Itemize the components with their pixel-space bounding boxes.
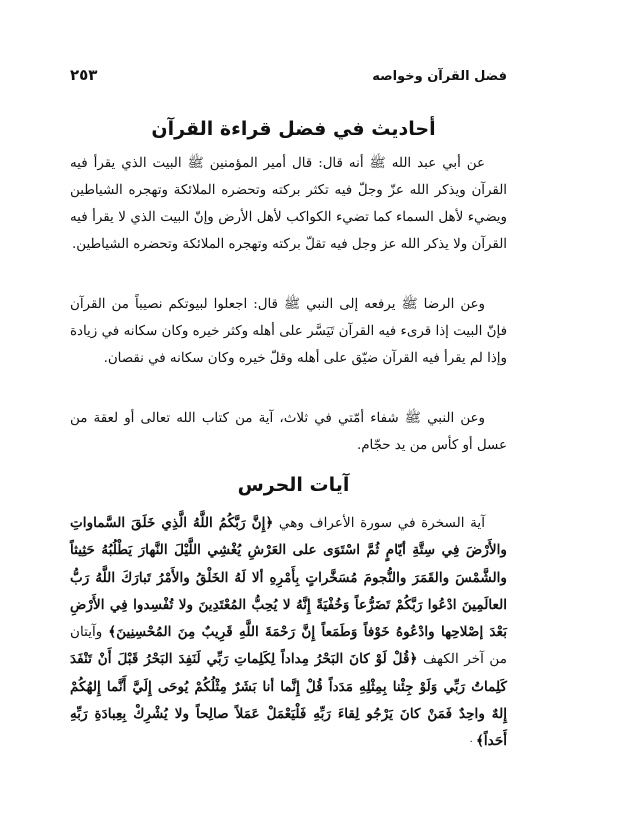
page-header (70, 66, 507, 84)
running-title: فضل القرآن وخواصه (372, 69, 507, 84)
section-title-verses: آيات الحرس (237, 474, 350, 496)
hadith-paragraph-1: عن أبي عبد الله ﷺ أنه قال: قال أمير المؤمنين ﷺ البيت الذي يقرأ فيه القرآن ويذكر الله عزّ وجلّ فيه تكثر بركته وتحضره الملائكة وتهجره الشياطين ويضيء لأهل السماء كما تضيء الكواكب لأهل الأرض وإنّ البيت الذي لا يقرأ فيه القرآن ولا يذكر الله عز وجل فيه تقلّ بركته وتهجره الملائكة وتحضره الشياطين. (70, 156, 507, 252)
hadith-paragraph-2: وعن الرضا ﷺ يرفعه إلى النبي ﷺ قال: اجعلوا لبيوتكم نصيباً من القرآن فإنّ البيت إذا قرىء فيه القرآن تَيَسَّر على أهله وكثر خيره وكان سكانه في زيادة وإذا لم يقرأ فيه القرآن ضيّق على أهله وقلّ خيره وكان سكانه في نقصان. (70, 297, 507, 366)
verse-al-araf: ﴿إِنَّ رَبَّكُمُ اللَّهُ الَّذِي خَلَقَ السَّماواتِ والأَرْضَ فِي سِتَّةِ أيّامٍ ثُمَّ اسْتَوَى على العَرْشِ يُغْشِي اللَّيْلَ النَّهارَ يَطْلُبُهُ حَثِيثاً والشَّمْسَ والقَمَرَ والنُّجومَ مُسَخَّراتٍ بِأَمْرِهِ ألا لَهُ الخَلْقُ والأَمْرُ تَبارَكَ اللَّهُ رَبُّ العالَمِينَ ادْعُوا رَبَّكُمْ تَضَرُّعاً وَخُفْيَةً إِنَّهُ لا يُحِبُّ المُعْتَدِينَ ولا تُفْسِدوا فِي الأَرْضِ بَعْدَ إصْلاحِها وادْعُوهُ خَوْفاً وَطَمَعاً إِنَّ رَحْمَةَ اللَّهِ قَرِيبٌ مِنَ المُحْسِنِينَ﴾ (70, 515, 507, 641)
page-number: ٢٥٣ (70, 66, 98, 84)
verse-intro-b: وآيتان من آخر الكهف (70, 624, 507, 668)
verse-al-kahf: ﴿قُلْ لَوْ كانَ البَحْرُ مِداداً لِكَلِماتِ رَبِّي لَنَفِدَ البَحْرُ قَبْلَ أَنْ تَنْفَدَ كَلِماتُ رَبِّي وَلَوْ جِئْنا بِمِثْلِهِ مَدَداً قُلْ إِنَّما أنا بَشَرٌ مِثْلُكُمْ يُوحَى إِلَيَّ أَنَّما إِلهُكُمْ إِلهٌ واحِدٌ فَمَنْ كانَ يَرْجُو لِقاءَ رَبِّهِ فَلْيَعْمَلْ عَمَلاً صالِحاً ولا يُشْرِكْ بِعِبادَةِ رَبِّهِ أَحَداً﴾ (70, 651, 507, 750)
verse-intro-a: آية السخرة في سورة الأعراف وهي (278, 515, 485, 531)
hadith-paragraph-3: وعن النبي ﷺ شفاء أمّتي في ثلاث، آية من كتاب الله تعالى أو لعقة من عسل أو كأس من يد حجّام. (70, 411, 507, 453)
verses-paragraph (70, 510, 507, 757)
end-ornament-icon: · (469, 737, 476, 749)
section-title-hadiths: أحاديث في فضل قراءة القرآن (151, 118, 436, 140)
